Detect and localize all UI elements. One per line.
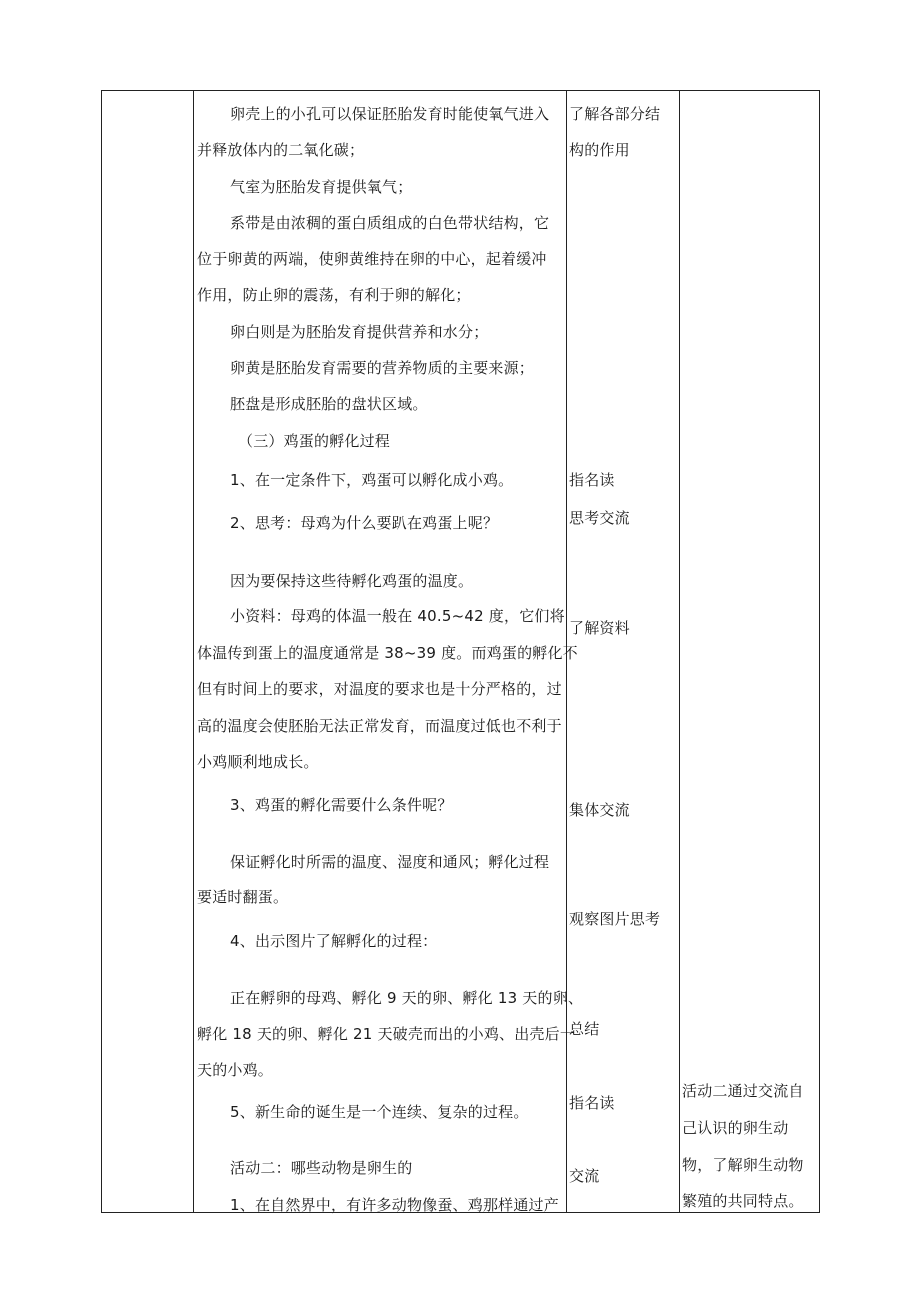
activity-note: 构的作用 bbox=[569, 141, 630, 159]
activity-note: 指名读 bbox=[569, 1094, 615, 1112]
activity-note: 集体交流 bbox=[569, 801, 630, 819]
column-divider bbox=[193, 90, 194, 1213]
activity-heading: 活动二：哪些动物是卵生的 bbox=[230, 1159, 413, 1177]
content-line: 作用，防止卵的震荡，有利于卵的解化； bbox=[197, 286, 471, 304]
content-line: 小资料：母鸡的体温一般在 40.5~42 度，它们将 bbox=[230, 607, 565, 625]
activity-note: 总结 bbox=[569, 1020, 600, 1038]
content-line: 胚盘是形成胚胎的盘状区域。 bbox=[230, 395, 428, 413]
section-heading: （三）鸡蛋的孵化过程 bbox=[238, 432, 391, 450]
content-line: 体温传到蛋上的温度通常是 38~39 度。而鸡蛋的孵化不 bbox=[197, 644, 578, 662]
activity-note: 交流 bbox=[569, 1167, 600, 1185]
content-line: 1、在自然界中，有许多动物像蚕、鸡那样通过产 bbox=[230, 1196, 559, 1214]
content-line: 孵化 18 天的卵、孵化 21 天破壳而出的小鸡、出壳后一 bbox=[197, 1025, 576, 1043]
intent-line: 活动二通过交流自 bbox=[682, 1082, 804, 1100]
content-line: 因为要保持这些待孵化鸡蛋的温度。 bbox=[230, 572, 474, 590]
content-line: 高的温度会使胚胎无法正常发育，而温度过低也不利于 bbox=[197, 717, 562, 735]
content-line: 小鸡顺利地成长。 bbox=[197, 753, 319, 771]
content-line: 3、鸡蛋的孵化需要什么条件呢？ bbox=[230, 796, 453, 814]
intent-line: 繁殖的共同特点。 bbox=[682, 1192, 804, 1210]
column-divider bbox=[679, 90, 680, 1213]
content-line: 但有时间上的要求，对温度的要求也是十分严格的，过 bbox=[197, 680, 562, 698]
activity-note: 指名读 bbox=[569, 471, 615, 489]
content-line: 正在孵卵的母鸡、孵化 9 天的卵、孵化 13 天的卵、 bbox=[230, 989, 584, 1007]
content-line: 5、新生命的诞生是一个连续、复杂的过程。 bbox=[230, 1103, 529, 1121]
content-line: 系带是由浓稠的蛋白质组成的白色带状结构，它 bbox=[230, 214, 550, 232]
intent-line: 己认识的卵生动 bbox=[682, 1119, 789, 1137]
content-line: 要适时翻蛋。 bbox=[197, 888, 289, 906]
content-line: 卵白则是为胚胎发育提供营养和水分； bbox=[230, 323, 489, 341]
content-line: 2、思考：母鸡为什么要趴在鸡蛋上呢？ bbox=[230, 514, 499, 532]
intent-line: 物，了解卵生动物 bbox=[682, 1156, 804, 1174]
activity-note: 了解各部分结 bbox=[569, 105, 661, 123]
content-line: 4、出示图片了解孵化的过程： bbox=[230, 932, 438, 950]
content-line: 并释放体内的二氧化碳； bbox=[197, 141, 365, 159]
content-line: 位于卵黄的两端，使卵黄维持在卵的中心，起着缓冲 bbox=[197, 250, 547, 268]
content-line: 保证孵化时所需的温度、湿度和通风；孵化过程 bbox=[230, 853, 550, 871]
content-line: 卵黄是胚胎发育需要的营养物质的主要来源； bbox=[230, 359, 535, 377]
content-line: 1、在一定条件下，鸡蛋可以孵化成小鸡。 bbox=[230, 471, 514, 489]
activity-note: 了解资料 bbox=[569, 619, 630, 637]
content-line: 气室为胚胎发育提供氧气； bbox=[230, 178, 413, 196]
content-line: 天的小鸡。 bbox=[197, 1061, 274, 1079]
activity-note: 思考交流 bbox=[569, 509, 630, 527]
content-line: 卵壳上的小孔可以保证胚胎发育时能使氧气进入 bbox=[230, 105, 550, 123]
activity-note: 观察图片思考 bbox=[569, 910, 661, 928]
